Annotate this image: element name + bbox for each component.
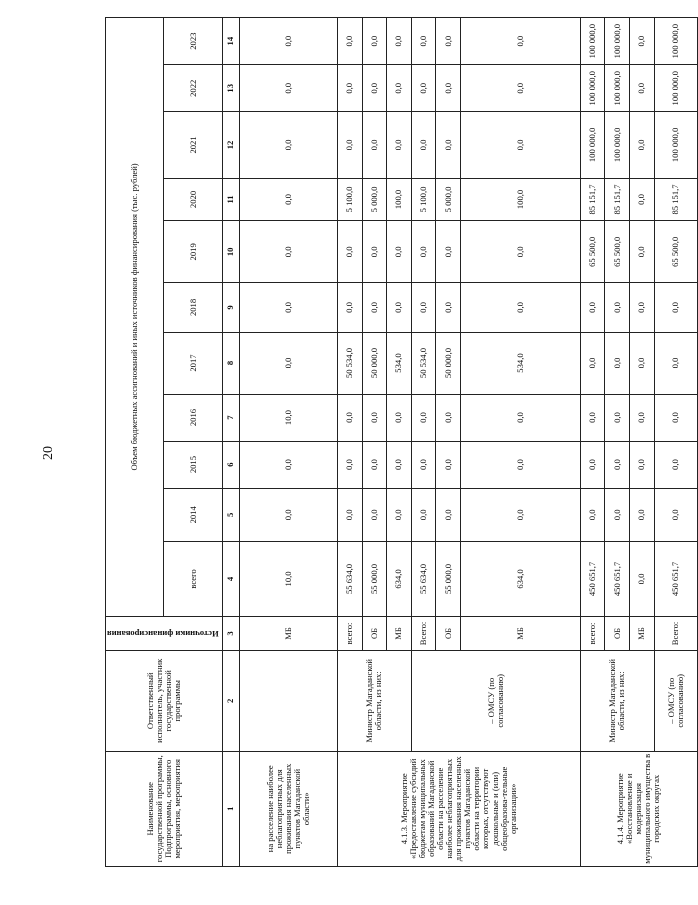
year-header: 2021: [164, 112, 222, 178]
header-source: [106, 616, 223, 650]
value-cell: 0,0: [387, 18, 412, 65]
year-header: 2018: [164, 283, 222, 332]
value-cell: 0,0: [654, 283, 697, 332]
value-cell: 10,0: [239, 542, 337, 617]
executor-cell: Министр Магаданской области, из них:: [580, 651, 654, 751]
value-cell: 0,0: [387, 283, 412, 332]
value-cell: 0,0: [436, 112, 461, 178]
value-cell: 0,0: [460, 65, 580, 112]
value-cell: 0,0: [605, 441, 630, 488]
value-cell: 0,0: [387, 394, 412, 441]
value-cell: 0,0: [629, 178, 654, 221]
value-cell: 0,0: [239, 441, 337, 488]
page-number: 20: [41, 446, 56, 460]
value-cell: 5 000,0: [436, 178, 461, 221]
column-index: 2: [222, 651, 239, 751]
value-cell: 0,0: [362, 65, 387, 112]
value-cell: 0,0: [580, 488, 605, 541]
source-cell: ОБ: [605, 616, 630, 650]
value-cell: 0,0: [239, 178, 337, 221]
column-index: 12: [222, 112, 239, 178]
value-cell: 0,0: [239, 221, 337, 283]
value-cell: 0,0: [654, 394, 697, 441]
value-cell: 0,0: [387, 488, 412, 541]
executor-cell: – ОМСУ (по согласованию): [411, 651, 580, 751]
program-name-cell: 4.1.3. Мероприятие «Предоставление субсидий бюджетам муниципальных образований Магаданской области на расселение наиболее неблагоприятных для проживания населенных пунктов Магаданской области на территории которых, отсутствуют дошкольные и (или) общеобразова-тельные организации»: [338, 751, 581, 866]
value-cell: 0,0: [580, 332, 605, 394]
table-row: [654, 18, 697, 867]
value-cell: 0,0: [338, 112, 363, 178]
value-cell: 0,0: [436, 18, 461, 65]
header-executor: Ответственный исполнитель, участник государственной программы: [106, 651, 223, 751]
value-cell: 534,0: [387, 332, 412, 394]
value-cell: 55 634,0: [411, 542, 436, 617]
year-header: 2015: [164, 441, 222, 488]
year-header: 2017: [164, 332, 222, 394]
value-cell: 100 000,0: [654, 18, 697, 65]
value-cell: 0,0: [362, 394, 387, 441]
value-cell: 50 000,0: [362, 332, 387, 394]
value-cell: 0,0: [460, 441, 580, 488]
value-cell: 0,0: [387, 65, 412, 112]
value-cell: 0,0: [362, 221, 387, 283]
value-cell: 0,0: [436, 283, 461, 332]
budget-sheet: [105, 17, 685, 867]
column-index-row: [222, 18, 239, 867]
value-cell: 0,0: [629, 283, 654, 332]
value-cell: 0,0: [338, 18, 363, 65]
value-cell: 0,0: [387, 221, 412, 283]
value-cell: 0,0: [239, 488, 337, 541]
table-row: [580, 18, 605, 867]
value-cell: 100 000,0: [605, 112, 630, 178]
value-cell: 0,0: [411, 65, 436, 112]
year-header: 2019: [164, 221, 222, 283]
value-cell: 0,0: [629, 542, 654, 617]
value-cell: 100 000,0: [580, 112, 605, 178]
value-cell: 0,0: [387, 441, 412, 488]
value-cell: 0,0: [436, 394, 461, 441]
value-cell: 0,0: [629, 18, 654, 65]
value-cell: 5 000,0: [362, 178, 387, 221]
source-cell: Всего:: [411, 616, 436, 650]
value-cell: 0,0: [239, 283, 337, 332]
source-cell: ОБ: [362, 616, 387, 650]
table-row: [338, 18, 363, 867]
year-header: 2014: [164, 488, 222, 541]
header-budget-group: Объем бюджетных ассигнований и иных источников финансирования (тыс. рублей): [106, 18, 164, 617]
source-cell: всего:: [338, 616, 363, 650]
program-name-cell: на расселение наиболее неблагоприятных для проживания населенных пунктов Магаданской области»: [239, 751, 337, 866]
value-cell: 0,0: [387, 112, 412, 178]
value-cell: 0,0: [580, 283, 605, 332]
value-cell: 55 000,0: [436, 542, 461, 617]
value-cell: 450 651,7: [605, 542, 630, 617]
value-cell: 0,0: [411, 221, 436, 283]
value-cell: 85 151,7: [605, 178, 630, 221]
value-cell: 0,0: [411, 112, 436, 178]
year-header: 2023: [164, 18, 222, 65]
column-index: 10: [222, 221, 239, 283]
year-header: 2022: [164, 65, 222, 112]
value-cell: 0,0: [411, 488, 436, 541]
value-cell: 0,0: [338, 394, 363, 441]
value-cell: 100 000,0: [580, 65, 605, 112]
value-cell: 0,0: [362, 488, 387, 541]
value-cell: 0,0: [436, 441, 461, 488]
source-cell: МБ: [239, 616, 337, 650]
value-cell: 0,0: [239, 18, 337, 65]
value-cell: 0,0: [654, 488, 697, 541]
header-program-name: Наименование государственной программы, Подпрограммы, основного мероприятия, мероприятия: [106, 751, 223, 866]
value-cell: 50 534,0: [338, 332, 363, 394]
column-index: 7: [222, 394, 239, 441]
value-cell: 0,0: [605, 332, 630, 394]
budget-table: [105, 17, 698, 867]
column-index: 6: [222, 441, 239, 488]
value-cell: 0,0: [338, 221, 363, 283]
value-cell: 100,0: [387, 178, 412, 221]
source-cell: ОБ: [436, 616, 461, 650]
column-index: 1: [222, 751, 239, 866]
value-cell: 0,0: [460, 18, 580, 65]
value-cell: 0,0: [362, 18, 387, 65]
column-index: 14: [222, 18, 239, 65]
source-cell: МБ: [387, 616, 412, 650]
column-index: 3: [222, 616, 239, 650]
value-cell: 5 100,0: [411, 178, 436, 221]
value-cell: 0,0: [362, 441, 387, 488]
column-index: 9: [222, 283, 239, 332]
value-cell: 0,0: [460, 221, 580, 283]
value-cell: 450 651,7: [654, 542, 697, 617]
value-cell: 0,0: [629, 394, 654, 441]
source-cell: МБ: [460, 616, 580, 650]
value-cell: 634,0: [387, 542, 412, 617]
value-cell: 85 151,7: [654, 178, 697, 221]
value-cell: 0,0: [654, 441, 697, 488]
value-cell: 5 100,0: [338, 178, 363, 221]
year-header: 2020: [164, 178, 222, 221]
source-cell: всего:: [580, 616, 605, 650]
source-cell: МБ: [629, 616, 654, 650]
header-row: [106, 18, 164, 867]
value-cell: 0,0: [411, 394, 436, 441]
value-cell: 0,0: [338, 488, 363, 541]
value-cell: 0,0: [580, 394, 605, 441]
value-cell: 0,0: [629, 65, 654, 112]
column-index: 5: [222, 488, 239, 541]
value-cell: 0,0: [411, 441, 436, 488]
value-cell: 0,0: [411, 283, 436, 332]
value-cell: 0,0: [654, 332, 697, 394]
value-cell: 65 500,0: [605, 221, 630, 283]
table-row: [239, 18, 337, 867]
value-cell: 0,0: [436, 65, 461, 112]
value-cell: 0,0: [629, 441, 654, 488]
value-cell: 534,0: [460, 332, 580, 394]
value-cell: 0,0: [239, 112, 337, 178]
value-cell: 65 500,0: [580, 221, 605, 283]
value-cell: 0,0: [338, 283, 363, 332]
executor-cell: – ОМСУ (по согласованию): [654, 651, 697, 751]
table-row: [411, 18, 436, 867]
value-cell: 0,0: [338, 441, 363, 488]
value-cell: 0,0: [411, 18, 436, 65]
value-cell: 0,0: [436, 488, 461, 541]
value-cell: 100 000,0: [605, 65, 630, 112]
value-cell: 0,0: [436, 221, 461, 283]
value-cell: 55 634,0: [338, 542, 363, 617]
column-index: 11: [222, 178, 239, 221]
executor-cell: [239, 651, 337, 751]
value-cell: 634,0: [460, 542, 580, 617]
value-cell: 0,0: [362, 112, 387, 178]
column-index: 13: [222, 65, 239, 112]
value-cell: 100,0: [460, 178, 580, 221]
value-cell: 0,0: [362, 283, 387, 332]
value-cell: 85 151,7: [580, 178, 605, 221]
value-cell: 100 000,0: [654, 112, 697, 178]
value-cell: 0,0: [605, 283, 630, 332]
value-cell: 100 000,0: [605, 18, 630, 65]
value-cell: 0,0: [460, 394, 580, 441]
program-name-cell: 4.1.4. Мероприятие «Восстановление и модернизация муниципального имущества в городских округах: [580, 751, 697, 866]
value-cell: 0,0: [460, 112, 580, 178]
executor-cell: Министр Магаданской области, из них:: [338, 651, 412, 751]
value-cell: 10,0: [239, 394, 337, 441]
value-cell: 0,0: [580, 441, 605, 488]
value-cell: 0,0: [629, 112, 654, 178]
value-cell: 0,0: [605, 394, 630, 441]
value-cell: 0,0: [239, 332, 337, 394]
value-cell: 0,0: [605, 488, 630, 541]
value-cell: 0,0: [239, 65, 337, 112]
value-cell: 100 000,0: [580, 18, 605, 65]
value-cell: 50 000,0: [436, 332, 461, 394]
value-cell: 0,0: [629, 488, 654, 541]
year-header: 2016: [164, 394, 222, 441]
year-header: всего: [164, 542, 222, 617]
source-cell: Всего:: [654, 616, 697, 650]
value-cell: 450 651,7: [580, 542, 605, 617]
value-cell: 0,0: [629, 332, 654, 394]
value-cell: 100 000,0: [654, 65, 697, 112]
value-cell: 65 500,0: [654, 221, 697, 283]
column-index: 8: [222, 332, 239, 394]
value-cell: 0,0: [629, 221, 654, 283]
value-cell: 0,0: [460, 488, 580, 541]
header-source-label: Источники финансирования: [107, 628, 219, 639]
value-cell: 0,0: [338, 65, 363, 112]
value-cell: 50 534,0: [411, 332, 436, 394]
value-cell: 55 000,0: [362, 542, 387, 617]
value-cell: 0,0: [460, 283, 580, 332]
column-index: 4: [222, 542, 239, 617]
